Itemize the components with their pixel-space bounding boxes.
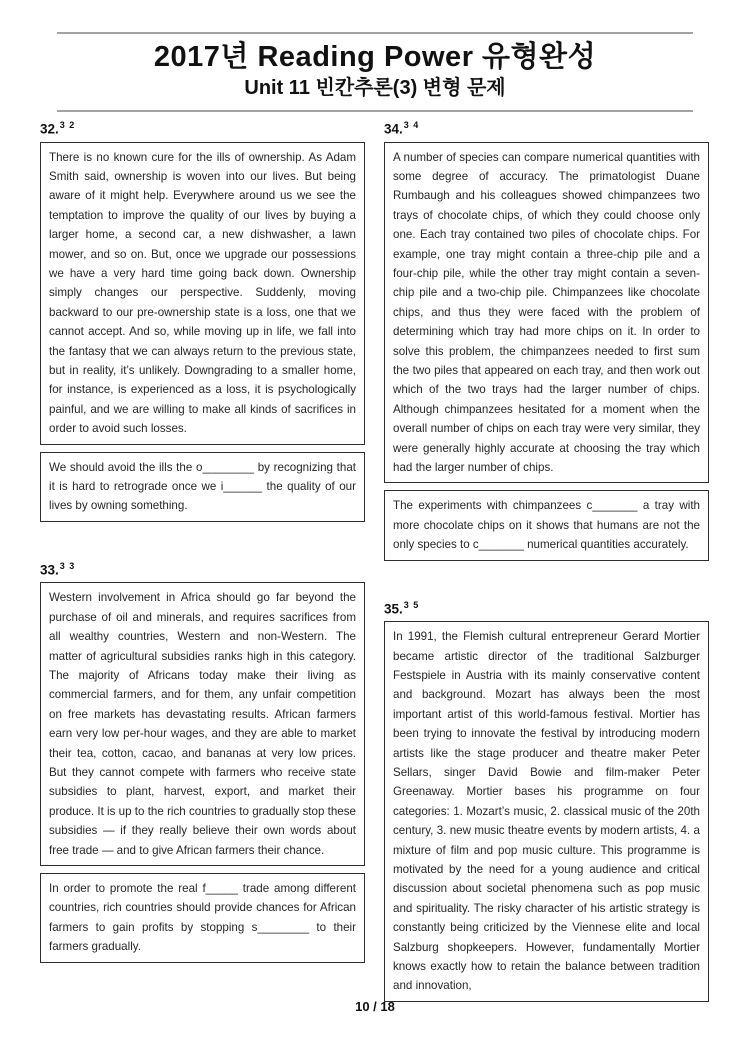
- question-34-heading: [384, 117, 709, 138]
- question-33-footnote: 3 3: [59, 560, 76, 571]
- question-33-passage-text: Western involvement in Africa should go far beyond the purchase of oil and minerals, and requires sacrifices from all wealthy countries, Western and non-Western. The matter of agricultural subsidies ranks high in this category. The majority of Africans today make their living as commercial farmers, and for them, any unfair competition on free markets has devastating results. African farmers earn very low per-hour wages, and they are able to market their tea, cotton, cacao, and bananas at very low prices. But they cannot compete with farmers who receive state subsidies to plant, harvest, export, and market their produce. It is up to the rich countries to gradually stop these subsidies — if they really believe their own words about free trade — and to give African farmers their chance.: [49, 591, 356, 857]
- question-35: [384, 597, 709, 1002]
- question-35-number: 35.: [384, 601, 403, 617]
- question-34-footnote: 3 4: [403, 120, 420, 130]
- question-32-passage-box: [40, 142, 365, 445]
- question-34-passage-text: A number of species can compare numerical quantities with some degree of accuracy. The primatologist Duane Rumbaugh and his colleagues showed chimpanzees two trays of chocolate chips, of which they could choose only one. Each tray contained two piles of chocolate chips. For example, one tray might contain a three-chip pile and a four-chip pile, while the other tray might contain a seven-chip pile and a two-chip pile. Chimpanzees like chocolate chips, and thus they were faced with the problem of determining which tray had more chips on it. In order to solve this problem, the chimpanzees needed to first sum the two piles that appeared on each tray, and then work out which of the two trays had the larger number of chips. Although chimpanzees hesitated for a moment when the overall number of chips on each tray were very similar, they were generally highly accurate at choosing the tray which had the larger number of chips.: [393, 150, 700, 474]
- question-35-heading: [384, 597, 709, 618]
- question-34: [384, 117, 709, 561]
- question-33-summary-box: [40, 873, 365, 963]
- question-32-heading: [40, 117, 365, 138]
- content-columns: [40, 117, 710, 1002]
- page-title: 2017년 Reading Power 유형완성: [153, 41, 597, 73]
- question-32-footnote: 3 2: [59, 120, 76, 130]
- title-block: [0, 0, 750, 112]
- question-33-number: 33.: [40, 562, 59, 578]
- top-rule: [57, 32, 693, 34]
- page-number: 10 / 18: [355, 999, 395, 1014]
- right-column: [384, 117, 709, 1002]
- question-33: [40, 558, 365, 963]
- question-34-passage-box: [384, 142, 709, 484]
- question-35-passage-box: [384, 621, 709, 1002]
- question-32-summary-box: [40, 452, 365, 522]
- question-34-summary-text: The experiments with chimpanzees c_______ a tray with more chocolate chips on it shows that humans are not the only species to c_______ numerical quantities accurately.: [393, 499, 700, 552]
- page-subtitle: Unit 11 빈칸추론(3) 변형 문제: [244, 77, 506, 99]
- title-bottom-rule: [57, 110, 693, 112]
- question-33-passage-box: [40, 582, 365, 866]
- question-32-passage-text: There is no known cure for the ills of ownership. As Adam Smith said, ownership is woven into our lives. But being aware of it might help. Everywhere around us we see the temptation to improve the quality of our lives by buying a larger home, a second car, a new dishwasher, a lawn mower, and so on. But, once we upgrade our possessions we have a very hard time going back down. Ownership simply changes our perspective. Suddenly, moving backward to our pre-ownership state is a loss, one that we cannot accept. And so, while moving up in life, we fall into the fantasy that we can always return to the previous state, but in reality, it’s unlikely. Downgrading to a smaller home, for instance, is experienced as a loss, it is psychologically painful, and we are willing to make all kinds of sacrifices in order to avoid such losses.: [49, 150, 356, 436]
- question-32: [40, 117, 365, 522]
- question-32-number: 32.: [40, 121, 59, 137]
- question-34-number: 34.: [384, 121, 403, 137]
- question-33-summary-text: In order to promote the real f_____ trade among different countries, rich countries should provide chances for African farmers to gain profits by stopping s________ to their farmers gradually.: [49, 882, 356, 954]
- question-32-summary-text: We should avoid the ills the o________ by recognizing that it is hard to retrograde once we i______ the quality of our lives by owning something.: [49, 460, 356, 513]
- question-33-heading: [40, 558, 365, 579]
- left-column: [40, 117, 365, 1002]
- question-35-passage-text: In 1991, the Flemish cultural entrepreneur Gerard Mortier became artistic director of the traditional Salzburger Festspiele in Austria with its mainly conservative content and background. Mozart has always been the most important artist of this world-famous festival. Mortier has been trying to innovate the festival by introducing modern artists like the stage producer and theatre maker Peter Sellars, singer David Bowie and film-maker Peter Greenaway. Mortier bases his programme on four categories: 1. Mozart’s music, 2. classical music of the 20th century, 3. new music theatre events by modern artists, 4. a mixture of film and pop music culture. This programme is motivated by the need for a young audience and critical discussion about societal phenomena such as pop music and spirituality. The risky character of his artistic strategy is constantly being criticized by the Viennese elite and local Salzburg shopkeepers. However, fundamentally Mortier knows exactly how to retain the balance between tradition and innovation,: [393, 630, 700, 993]
- question-35-footnote: 3 5: [403, 599, 420, 610]
- question-34-summary-box: [384, 490, 709, 560]
